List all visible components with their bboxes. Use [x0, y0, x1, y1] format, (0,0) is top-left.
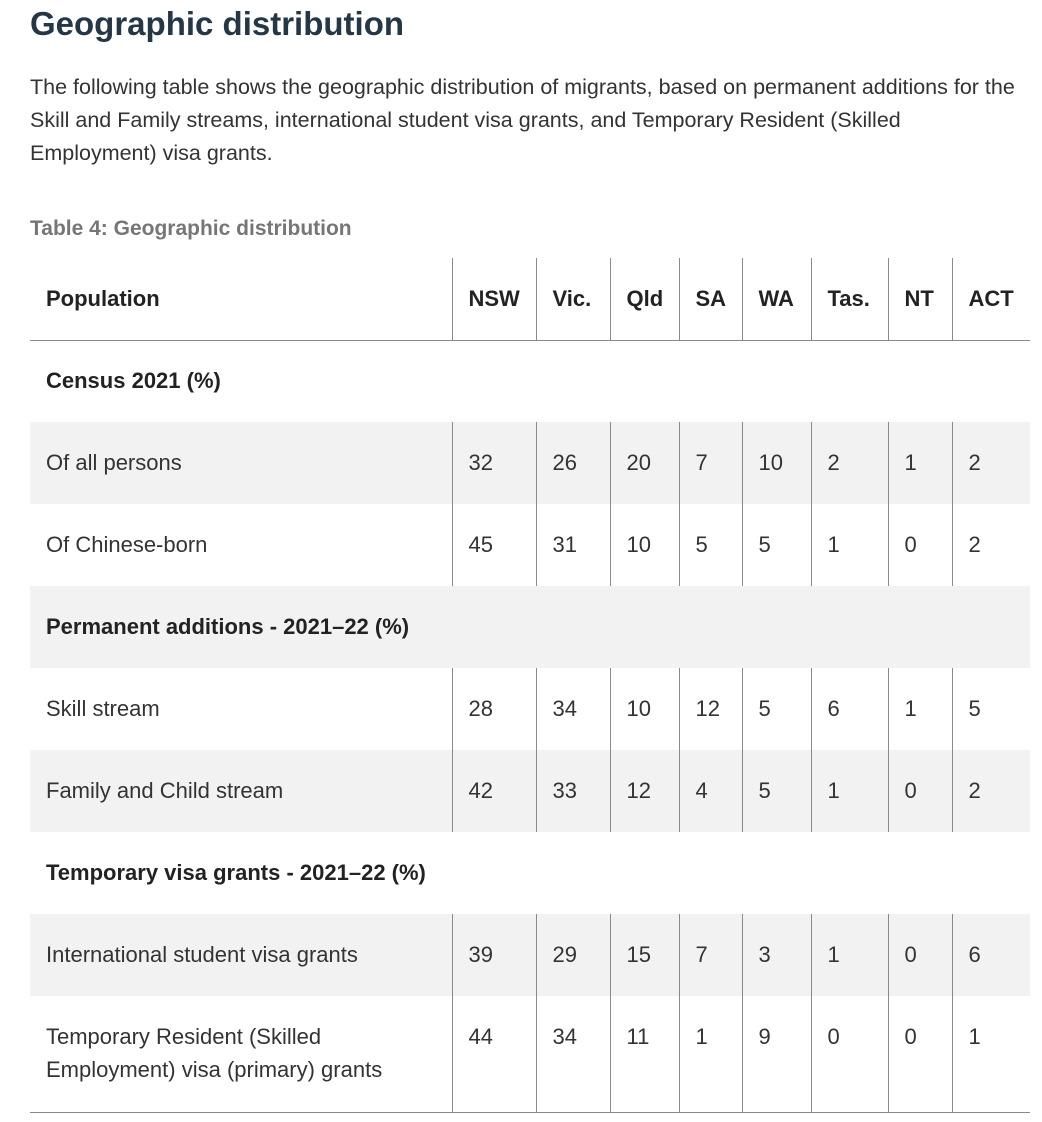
column-header-population: Population [30, 258, 452, 340]
row-label: Of Chinese-born [46, 532, 208, 557]
section-label: Permanent additions - 2021–22 (%) [30, 586, 1030, 668]
table-row [30, 914, 1030, 996]
table-row [30, 750, 1030, 832]
cell-nsw: 42 [452, 750, 536, 832]
row-label: Skill stream [46, 696, 160, 721]
cell-qld: 10 [610, 668, 679, 750]
row-label: Temporary Resident (Skilled Employment) visa (primary) grants [30, 996, 452, 1112]
table-row [30, 668, 1030, 750]
cell-qld: 15 [610, 914, 679, 996]
row-label: Family and Child stream [30, 750, 452, 832]
cell-act: 1 [952, 996, 1030, 1112]
cell-nsw: 32 [452, 422, 536, 504]
column-header-qld: Qld [610, 258, 679, 340]
cell-vic: 33 [536, 750, 610, 832]
geographic-distribution-table [30, 258, 1030, 1113]
cell-vic: 31 [536, 504, 610, 586]
cell-sa: 12 [679, 668, 742, 750]
cell-vic: 34 [536, 996, 610, 1112]
column-header-nt: NT [888, 258, 952, 340]
cell-act: 2 [952, 750, 1030, 832]
cell-act: 2 [952, 504, 1030, 586]
cell-sa: 5 [679, 504, 742, 586]
cell-tas: 0 [811, 996, 888, 1112]
cell-nt: 0 [888, 750, 952, 832]
section-row-census [30, 340, 1030, 422]
section-row-temporary-visa-grants [30, 832, 1030, 914]
cell-vic: 26 [536, 422, 610, 504]
table-row [30, 996, 1030, 1112]
cell-nsw: 44 [452, 996, 536, 1112]
cell-sa: 7 [679, 914, 742, 996]
column-header-wa: WA [742, 258, 811, 340]
cell-nt: 0 [888, 504, 952, 586]
row-label: International student visa grants [30, 914, 452, 996]
row-label: Of all persons [30, 422, 452, 504]
intro-paragraph: The following table shows the geographic distribution of migrants, based on permanent additions for the Skill and Family streams, international student visa grants, and Temporary Resident (Skilled Employment) visa grants. [30, 75, 1015, 165]
table-header-row [30, 258, 1030, 340]
column-header-nsw: NSW [452, 258, 536, 340]
cell-qld: 10 [610, 504, 679, 586]
cell-act: 6 [952, 914, 1030, 996]
cell-sa: 4 [679, 750, 742, 832]
cell-tas: 1 [811, 504, 888, 586]
cell-wa: 10 [742, 422, 811, 504]
cell-nt: 1 [888, 668, 952, 750]
table-row [30, 504, 1030, 586]
column-header-act: ACT [952, 258, 1030, 340]
cell-vic: 29 [536, 914, 610, 996]
cell-wa: 5 [742, 504, 811, 586]
column-header-vic: Vic. [536, 258, 610, 340]
cell-nsw: 45 [452, 504, 536, 586]
cell-tas: 1 [811, 914, 888, 996]
cell-wa: 5 [742, 750, 811, 832]
cell-nsw: 39 [452, 914, 536, 996]
section-label: Temporary visa grants - 2021–22 (%) [46, 860, 426, 885]
cell-tas: 6 [811, 668, 888, 750]
cell-qld: 11 [610, 996, 679, 1112]
cell-vic: 34 [536, 668, 610, 750]
cell-sa: 7 [679, 422, 742, 504]
cell-qld: 12 [610, 750, 679, 832]
section-label: Census 2021 (%) [46, 368, 221, 394]
cell-wa: 9 [742, 996, 811, 1112]
column-header-sa: SA [679, 258, 742, 340]
cell-nt: 0 [888, 914, 952, 996]
cell-nsw: 28 [452, 668, 536, 750]
table-caption: Table 4: Geographic distribution [30, 217, 352, 240]
page-heading: Geographic distribution [30, 5, 405, 42]
cell-act: 2 [952, 422, 1030, 504]
cell-wa: 3 [742, 914, 811, 996]
cell-wa: 5 [742, 668, 811, 750]
cell-qld: 20 [610, 422, 679, 504]
cell-nt: 0 [888, 996, 952, 1112]
table-row [30, 422, 1030, 504]
cell-nt: 1 [888, 422, 952, 504]
cell-tas: 1 [811, 750, 888, 832]
column-header-tas: Tas. [811, 258, 888, 340]
cell-tas: 2 [811, 422, 888, 504]
cell-sa: 1 [679, 996, 742, 1112]
section-row-permanent-additions [30, 586, 1030, 668]
cell-act: 5 [952, 668, 1030, 750]
